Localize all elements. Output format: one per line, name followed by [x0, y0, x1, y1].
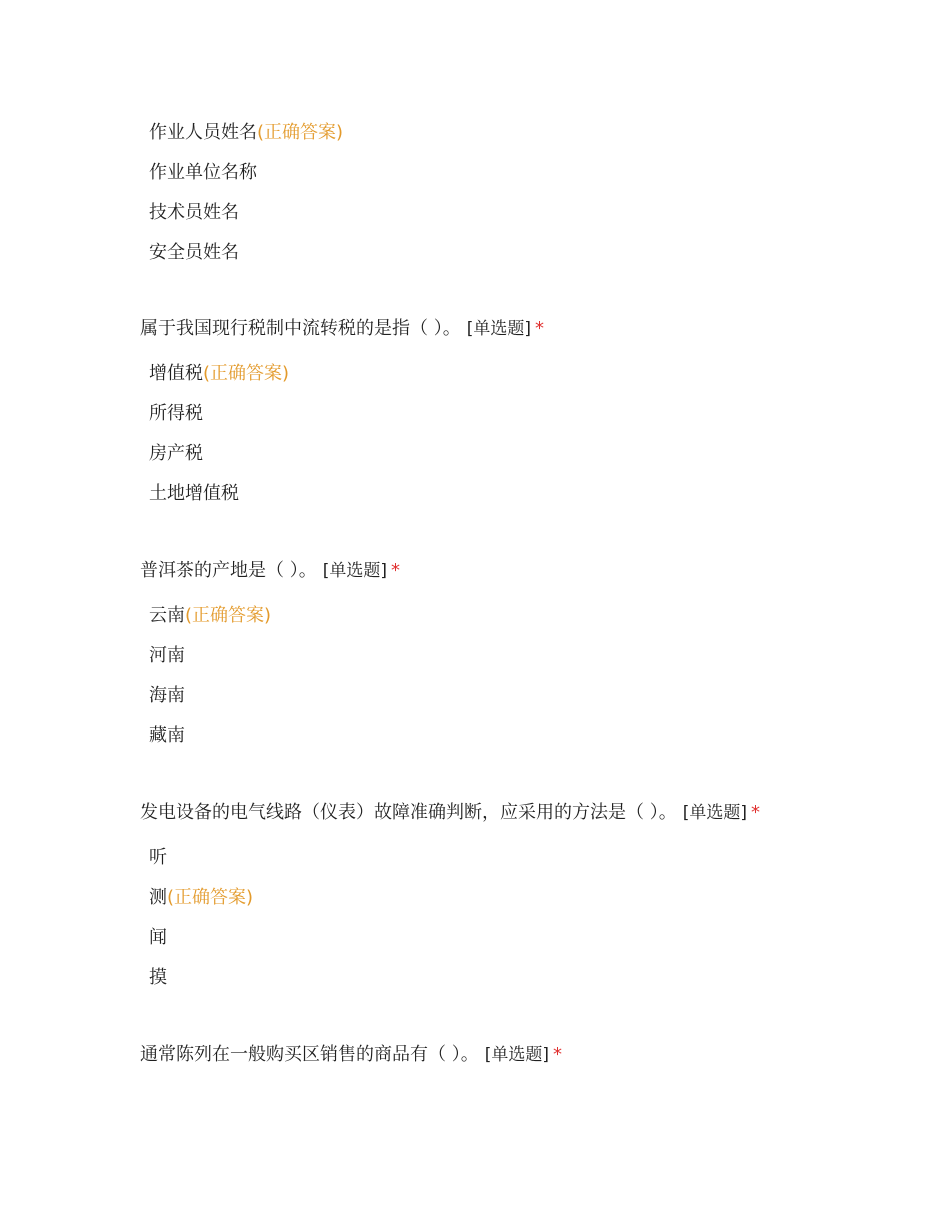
option-2-2: [149, 402, 203, 426]
question-type: [单选题]: [322, 561, 387, 581]
option-label: 增值税: [149, 363, 203, 384]
required-marker: *: [553, 1044, 562, 1065]
option-1-3: [149, 201, 239, 225]
option-4-3: [149, 926, 167, 950]
option-label: 安全员姓名: [149, 242, 239, 263]
question-text: 普洱茶的产地是（ ）。: [140, 560, 317, 581]
option-label: 云南: [149, 605, 185, 626]
option-label: 听: [149, 847, 167, 868]
option-2-1: [149, 362, 289, 386]
option-4-1: [149, 846, 167, 870]
option-1-1: [149, 121, 343, 145]
option-label: 技术员姓名: [149, 202, 239, 223]
option-label: 作业单位名称: [149, 162, 257, 183]
correct-answer-marker: (正确答案): [257, 122, 344, 143]
question-title: [140, 559, 400, 583]
question-text: 通常陈列在一般购买区销售的商品有（ ）。: [140, 1044, 479, 1065]
correct-answer-marker: (正确答案): [167, 887, 254, 908]
option-3-3: [149, 684, 185, 708]
question-title: [140, 1043, 562, 1067]
required-marker: *: [535, 318, 544, 339]
option-label: 测: [149, 887, 167, 908]
question-type: [单选题]: [484, 1045, 549, 1065]
option-label: 海南: [149, 685, 185, 706]
option-1-2: [149, 161, 257, 185]
question-title: [140, 801, 760, 825]
correct-answer-marker: (正确答案): [185, 605, 272, 626]
option-2-3: [149, 442, 203, 466]
correct-answer-marker: (正确答案): [203, 363, 290, 384]
option-1-4: [149, 241, 239, 265]
option-label: 房产税: [149, 443, 203, 464]
option-label: 摸: [149, 967, 167, 988]
question-title: [140, 317, 544, 341]
option-4-2: [149, 886, 253, 910]
option-3-4: [149, 724, 185, 748]
option-3-2: [149, 644, 185, 668]
option-label: 藏南: [149, 725, 185, 746]
option-label: 所得税: [149, 403, 203, 424]
option-label: 作业人员姓名: [149, 122, 257, 143]
option-label: 闻: [149, 927, 167, 948]
option-4-4: [149, 966, 167, 990]
question-text: 属于我国现行税制中流转税的是指（ ）。: [140, 318, 461, 339]
question-type: [单选题]: [682, 803, 747, 823]
option-label: 河南: [149, 645, 185, 666]
option-3-1: [149, 604, 271, 628]
option-label: 土地增值税: [149, 483, 239, 504]
question-text: 发电设备的电气线路（仪表）故障准确判断，应采用的方法是（ ）。: [140, 802, 677, 823]
required-marker: *: [391, 560, 400, 581]
option-2-4: [149, 482, 239, 506]
question-type: [单选题]: [466, 319, 531, 339]
required-marker: *: [750, 802, 760, 823]
